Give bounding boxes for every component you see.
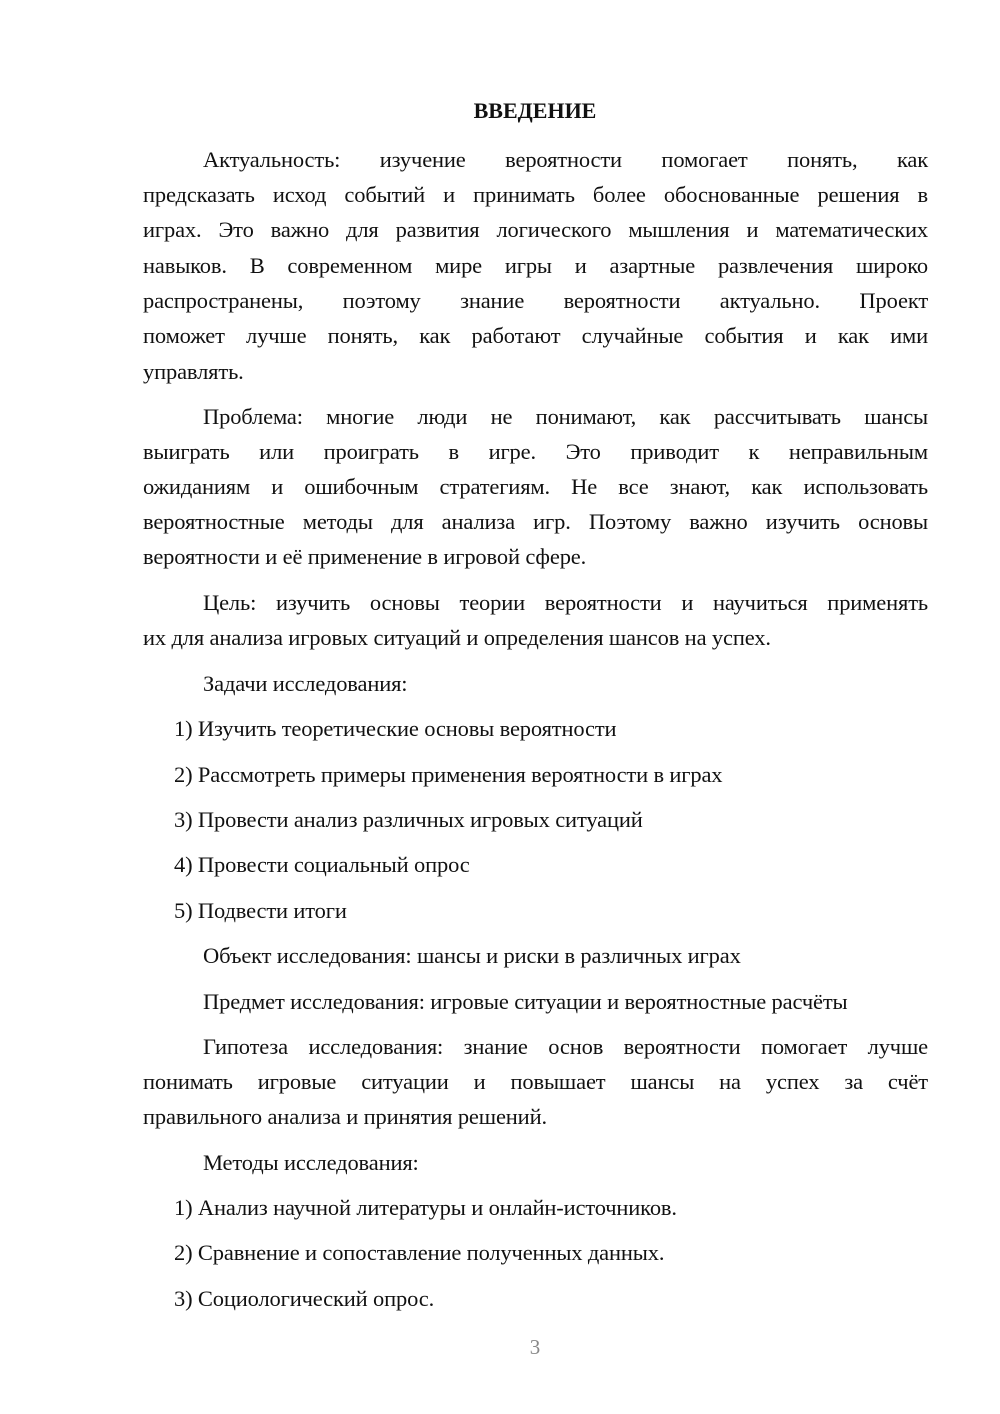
list-item: 5) Подвести итоги: [174, 898, 347, 923]
text-line: распространены, поэтому знание вероятности актуально. Проект: [143, 288, 928, 313]
text-line: выиграть или проиграть в игре. Это приводит к неправильным: [143, 439, 928, 464]
page-number: 3: [529, 1335, 541, 1359]
text-line: вероятностные методы для анализа игр. Поэтому важно изучить основы: [143, 509, 928, 534]
text-line: Актуальность: изучение вероятности помогает понять, как: [203, 147, 928, 172]
text-line: правильного анализа и принятия решений.: [143, 1104, 547, 1129]
text-line: их для анализа игровых ситуаций и определения шансов на успех.: [143, 625, 771, 650]
list-item: 2) Сравнение и сопоставление полученных данных.: [174, 1240, 665, 1265]
text-line: предсказать исход событий и принимать более обоснованные решения в: [143, 182, 928, 207]
list-item: 2) Рассмотреть примеры применения вероятности в играх: [174, 762, 723, 787]
text-line: понимать игровые ситуации и повышает шансы на успех за счёт: [143, 1069, 928, 1094]
list-item: 1) Изучить теоретические основы вероятности: [174, 716, 617, 741]
tasks-heading: Задачи исследования:: [203, 671, 408, 696]
list-item: 3) Социологический опрос.: [174, 1286, 435, 1311]
text-line: Цель: изучить основы теории вероятности и научиться применять: [203, 590, 928, 615]
text-line: управлять.: [143, 359, 244, 384]
text-line: поможет лучше понять, как работают случайные события и как ими: [143, 323, 928, 348]
research-subject: Предмет исследования: игровые ситуации и вероятностные расчёты: [203, 989, 848, 1014]
page-title: ВВЕДЕНИЕ: [473, 98, 597, 123]
list-item: 1) Анализ научной литературы и онлайн-источников.: [174, 1195, 677, 1220]
text-line: навыков. В современном мире игры и азартные развлечения широко: [143, 253, 928, 278]
list-item: 4) Провести социальный опрос: [174, 852, 470, 877]
methods-heading: Методы исследования:: [203, 1150, 419, 1175]
text-line: играх. Это важно для развития логического мышления и математических: [143, 217, 928, 242]
text-line: вероятности и её применение в игровой сфере.: [143, 544, 587, 569]
text-line: ожиданиям и ошибочным стратегиям. Не все знают, как использовать: [143, 474, 928, 499]
text-line: Гипотеза исследования: знание основ вероятности помогает лучше: [203, 1034, 928, 1059]
list-item: 3) Провести анализ различных игровых ситуаций: [174, 807, 643, 832]
text-line: Проблема: многие люди не понимают, как рассчитывать шансы: [203, 404, 928, 429]
research-object: Объект исследования: шансы и риски в различных играх: [203, 943, 741, 968]
